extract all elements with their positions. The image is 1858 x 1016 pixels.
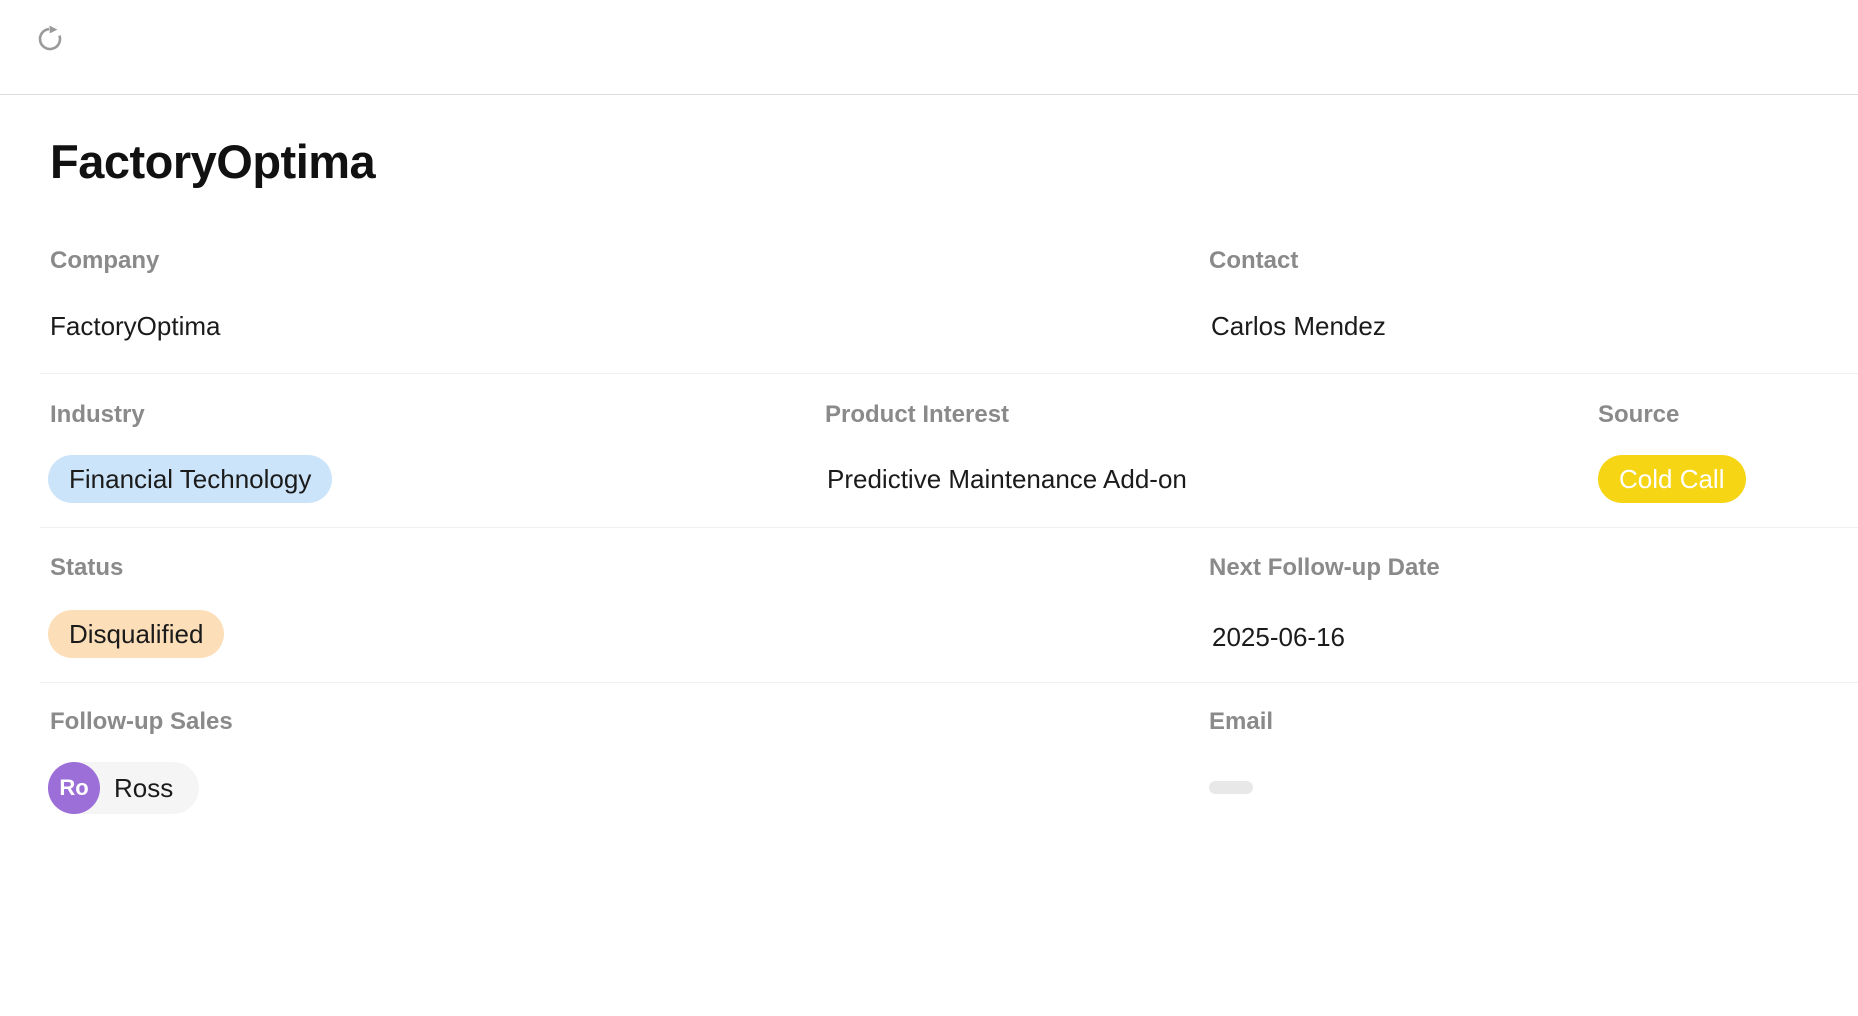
avatar: Ro — [48, 762, 100, 814]
product-interest-field-value[interactable]: Predictive Maintenance Add-on — [827, 464, 1187, 494]
source-tag-pill[interactable] — [1598, 455, 1746, 503]
industry-tag-pill[interactable] — [48, 455, 332, 503]
source-field-label: Source — [1598, 401, 1680, 428]
followup-sales-person-pill[interactable] — [48, 762, 199, 814]
refresh-button[interactable] — [36, 24, 64, 52]
record-title: FactoryOptima — [50, 135, 376, 188]
status-field-label: Status — [50, 554, 124, 581]
top-bar — [0, 0, 1858, 95]
next-followup-date-field-label: Next Follow-up Date — [1209, 554, 1440, 581]
next-followup-date-field-value[interactable]: 2025-06-16 — [1212, 622, 1345, 652]
contact-field-label: Contact — [1209, 247, 1299, 274]
refresh-icon — [36, 40, 64, 55]
followup-sales-field-label: Follow-up Sales — [50, 708, 233, 735]
source-tag-label: Cold Call — [1619, 464, 1725, 494]
row-divider — [40, 682, 1858, 683]
email-field-label: Email — [1209, 708, 1274, 735]
contact-field-value[interactable]: Carlos Mendez — [1211, 311, 1386, 341]
followup-sales-person-name: Ross — [114, 773, 174, 803]
row-divider — [40, 527, 1858, 528]
company-field-label: Company — [50, 247, 160, 274]
company-field-value[interactable]: FactoryOptima — [50, 311, 221, 341]
row-divider — [40, 373, 1858, 374]
industry-field-label: Industry — [50, 401, 145, 428]
status-tag-pill[interactable] — [48, 610, 224, 658]
status-tag-label: Disqualified — [69, 619, 204, 649]
product-interest-field-label: Product Interest — [825, 401, 1010, 428]
email-empty-value-indicator[interactable] — [1209, 781, 1253, 794]
industry-tag-label: Financial Technology — [69, 464, 312, 494]
